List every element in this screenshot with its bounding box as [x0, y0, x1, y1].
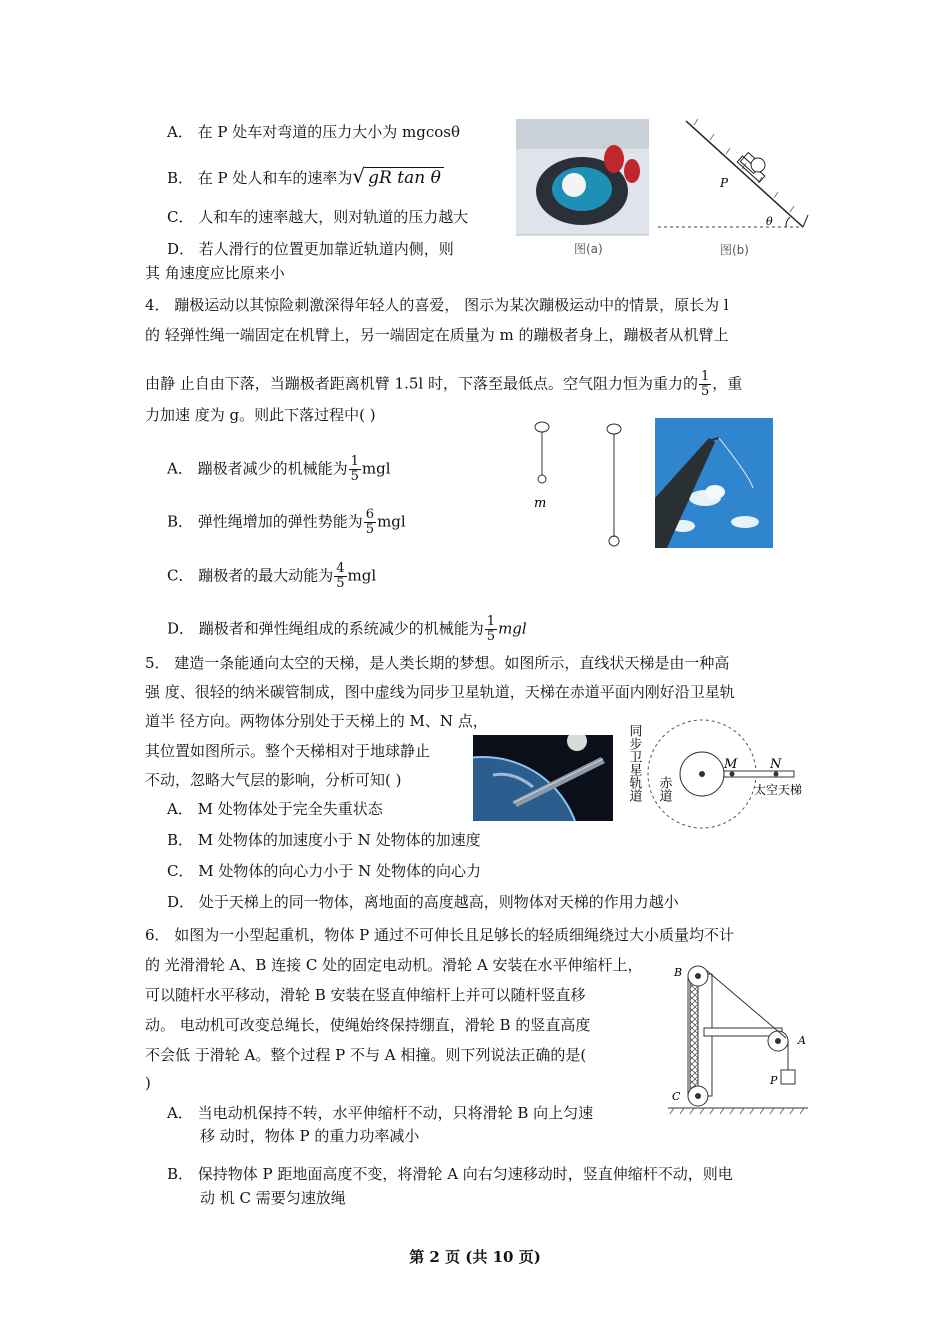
- q6-figure-p: P: [770, 1074, 778, 1087]
- q5-figure-orbit-label: 同步卫星轨道: [626, 724, 642, 802]
- q5-option-b: B． M 处物体的加速度小于 N 处物体的加速度: [167, 831, 481, 849]
- q6-figure-a: A: [798, 1034, 806, 1047]
- q4-stem-fraction: $\frac{1}{5}$: [700, 369, 710, 399]
- q5-figure-ladder: 太空天梯: [754, 783, 803, 797]
- q3-option-d-line1: D． 若人滑行的位置更加靠近轨道内侧，则: [167, 240, 454, 258]
- q5-option-a: A． M 处物体处于完全失重状态: [167, 800, 383, 818]
- q6-stem-line4: 动。 电动机可改变总绳长，使绳始终保持绷直，滑轮 B 的竖直高度: [145, 1016, 591, 1034]
- q4-option-c: C． 蹦极者的最大动能为 $\frac{4}{5}$ mgl: [167, 561, 377, 591]
- q6-stem-line3: 可以随杆水平移动，滑轮 B 安装在竖直伸缩杆上并可以随杆竖直移: [145, 986, 586, 1004]
- q3-option-a: A． 在 P 处车对弯道的压力大小为 mgcosθ: [167, 123, 460, 141]
- q5-option-d: D． 处于天梯上的同一物体，离地面的高度越高，则物体对天梯的作用力越小: [167, 893, 679, 911]
- q6-stem-line1: 6． 如图为一小型起重机，物体 P 通过不可伸长且足够长的轻质细绳绕过大小质量均不计: [145, 926, 734, 944]
- q3-option-c: C． 人和车的速率越大，则对轨道的压力越大: [167, 208, 469, 226]
- q6-figure-b: B: [674, 966, 683, 979]
- q6-stem-line5: 不会低 于滑轮 A。整个过程 P 不与 A 相撞。则下列说法正确的是(: [145, 1046, 587, 1064]
- q3-option-d-line2: 其 角速度应比原来小: [145, 264, 285, 282]
- q3-option-b-text: B． 在 P 处人和车的速率为: [167, 169, 353, 187]
- q4-option-d: D． 蹦极者和弹性绳组成的系统减少的机械能为 $\frac{1}{5}$ mgl: [167, 614, 527, 644]
- q4-figure-m: m: [534, 496, 547, 511]
- q4-figure-photo: [655, 418, 773, 548]
- q4-stem-line3: [145, 370, 742, 399]
- q4-stem-line2: 的 轻弹性绳一端固定在机臂上，另一端固定在质量为 m 的蹦极者身上，蹦极者从机臂上: [145, 326, 729, 344]
- q4-option-b: B． 弹性绳增加的弹性势能为 $\frac{6}{5}$ mgl: [167, 507, 406, 537]
- q5-figure-photo: [473, 735, 613, 821]
- q6-option-b-line2: 动 机 C 需要匀速放绳: [200, 1189, 346, 1207]
- q6-option-a-line1: A． 当电动机保持不转，水平伸缩杆不动，只将滑轮 B 向上匀速: [167, 1104, 594, 1122]
- q4-stem-line4: 力加速 度为 g。则此下落过程中( ): [145, 406, 376, 424]
- q3-figure-b-p: P: [720, 176, 729, 190]
- q6-option-b-line1: B． 保持物体 P 距地面高度不变，将滑轮 A 向右匀速移动时，竖直伸缩杆不动，则电: [167, 1165, 733, 1183]
- q6-stem-line6: ): [145, 1074, 151, 1092]
- q4-stem-line3-end: ，重: [712, 374, 743, 393]
- q3-figure-b: [658, 117, 818, 262]
- q3-option-b: B． 在 P 处人和车的速率为√ gR tan θ: [167, 166, 444, 188]
- q5-stem-line1: 5． 建造一条能通向太空的天梯，是人类长期的梦想。如图所示，直线状天梯是由一种高: [145, 654, 730, 672]
- q5-option-c: C． M 处物体的向心力小于 N 处物体的向心力: [167, 862, 482, 880]
- q3-figure-a-caption: 图(a): [574, 242, 603, 256]
- q5-figure-n: N: [770, 757, 782, 772]
- q4-option-a: A． 蹦极者减少的机械能为 $\frac{1}{5}$ mgl: [167, 454, 391, 484]
- q5-figure-m: M: [724, 757, 738, 772]
- q3-figure-a: [516, 119, 649, 259]
- q4-stem-line1: 4． 蹦极运动以其惊险刺激深得年轻人的喜爱， 图示为某次蹦极运动中的情景，原长为 l: [145, 296, 729, 314]
- q6-option-a-line2: 移 动时，物体 P 的重力功率减小: [200, 1127, 420, 1145]
- q3-figure-b-theta: θ: [766, 215, 773, 228]
- q5-figure-equator: 赤道: [656, 776, 672, 802]
- q5-stem-line4: 其位置如图所示。整个天梯相对于地球静止: [145, 742, 431, 760]
- q5-stem-line2: 强 度、很轻的纳米碳管制成，图中虚线为同步卫星轨道，天梯在赤道平面内刚好沿卫星轨: [145, 683, 735, 701]
- q4-figure-rope: [530, 415, 640, 555]
- q3-figure-b-caption: 图(b): [720, 243, 749, 257]
- q3-option-b-formula: gR tan θ: [365, 167, 444, 188]
- q5-stem-line5: 不动，忽略大气层的影响，分析可知( ): [145, 771, 402, 789]
- q5-stem-line3: 道半 径方向。两物体分别处于天梯上的 M、N 点，: [145, 712, 488, 730]
- page-footer: 第 2 页 (共 10 页): [409, 1248, 541, 1266]
- q6-stem-line2: 的 光滑滑轮 A、B 连接 C 处的固定电动机。滑轮 A 安装在水平伸缩杆上，: [145, 956, 643, 974]
- q4-stem-line3-text: 由静 止自由下落，当蹦极者距离机臂 1.5l 时，下落至最低点。空气阻力恒为重力的: [145, 374, 698, 393]
- q5-figure-orbit: [620, 718, 820, 830]
- q6-figure-crane: [668, 962, 816, 1122]
- q6-figure-c: C: [672, 1090, 681, 1103]
